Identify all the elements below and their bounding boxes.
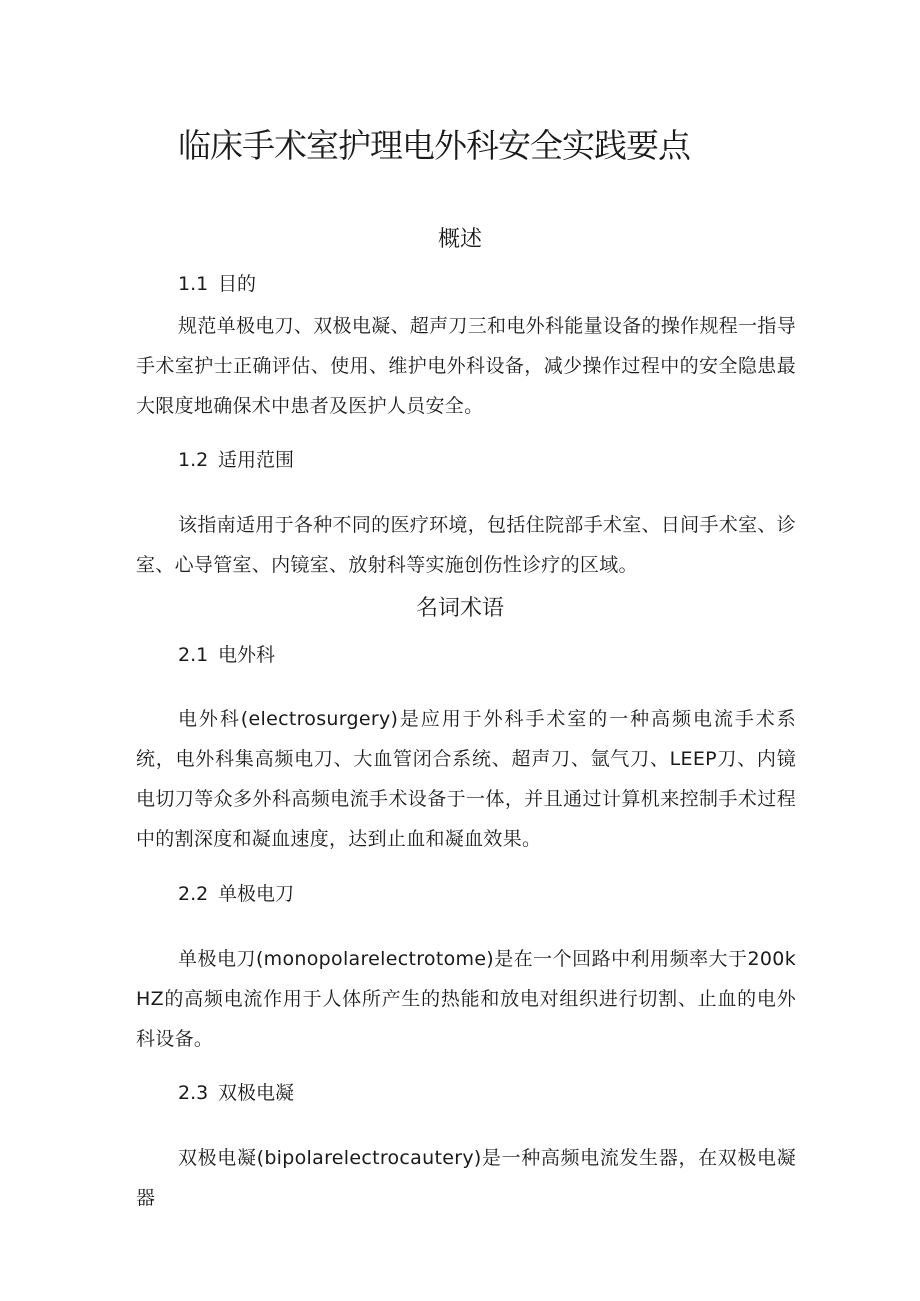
section-heading-overview: 概述 bbox=[437, 227, 482, 252]
subsection-heading-1-2 bbox=[178, 446, 294, 474]
paragraph-monopolar: 单极电刀(monopolarelectrotome)是在一个回路中利用频率大于200kHZ的高频电流作用于人体所产生的热能和放电对组织进行切割、止血的电外科设备。 bbox=[136, 948, 796, 1050]
paragraph-bipolar: 双极电凝(bipolarelectrocautery)是一种高频电流发生器，在双极电凝器 bbox=[136, 1147, 796, 1209]
section-heading-terminology: 名词术语 bbox=[415, 596, 504, 621]
paragraph-purpose: 规范单极电刀、双极电凝、超声刀三和电外科能量设备的操作规程一指导手术室护士正确评估、使用、维护电外科设备，减少操作过程中的安全隐患最大限度地确保术中患者及医护人员安全。 bbox=[136, 315, 796, 417]
subsection-title: 目的 bbox=[218, 273, 257, 295]
subsection-heading-1-1 bbox=[178, 270, 256, 298]
subsection-heading-2-3 bbox=[178, 1079, 294, 1107]
subsection-title: 双极电凝 bbox=[218, 1082, 295, 1104]
subsection-number: 2.2 bbox=[178, 883, 209, 905]
subsection-number: 1.2 bbox=[178, 449, 209, 471]
subsection-title: 适用范围 bbox=[218, 449, 295, 471]
subsection-title: 电外科 bbox=[218, 644, 276, 666]
subsection-heading-2-2 bbox=[178, 880, 294, 908]
subsection-number: 2.3 bbox=[178, 1082, 209, 1104]
subsection-number: 2.1 bbox=[178, 644, 209, 666]
subsection-title: 单极电刀 bbox=[218, 883, 295, 905]
document-title: 临床手术室护理电外科安全实践要点 bbox=[178, 126, 690, 165]
paragraph-scope: 该指南适用于各种不同的医疗环境，包括住院部手术室、日间手术室、诊室、心导管室、内镜室、放射科等实施创伤性诊疗的区域。 bbox=[136, 514, 796, 576]
subsection-number: 1.1 bbox=[178, 273, 209, 295]
subsection-heading-2-1 bbox=[178, 641, 275, 669]
paragraph-electrosurgery: 电外科(electrosurgery)是应用于外科手术室的一种高频电流手术系统，电外科集高频电刀、大血管闭合系统、超声刀、氩气刀、LEEP刀、内镜电切刀等众多外科高频电流手术设备于一体，并且通过计算机来控制手术过程中的割深度和凝血速度，达到止血和凝血效果。 bbox=[136, 708, 796, 850]
